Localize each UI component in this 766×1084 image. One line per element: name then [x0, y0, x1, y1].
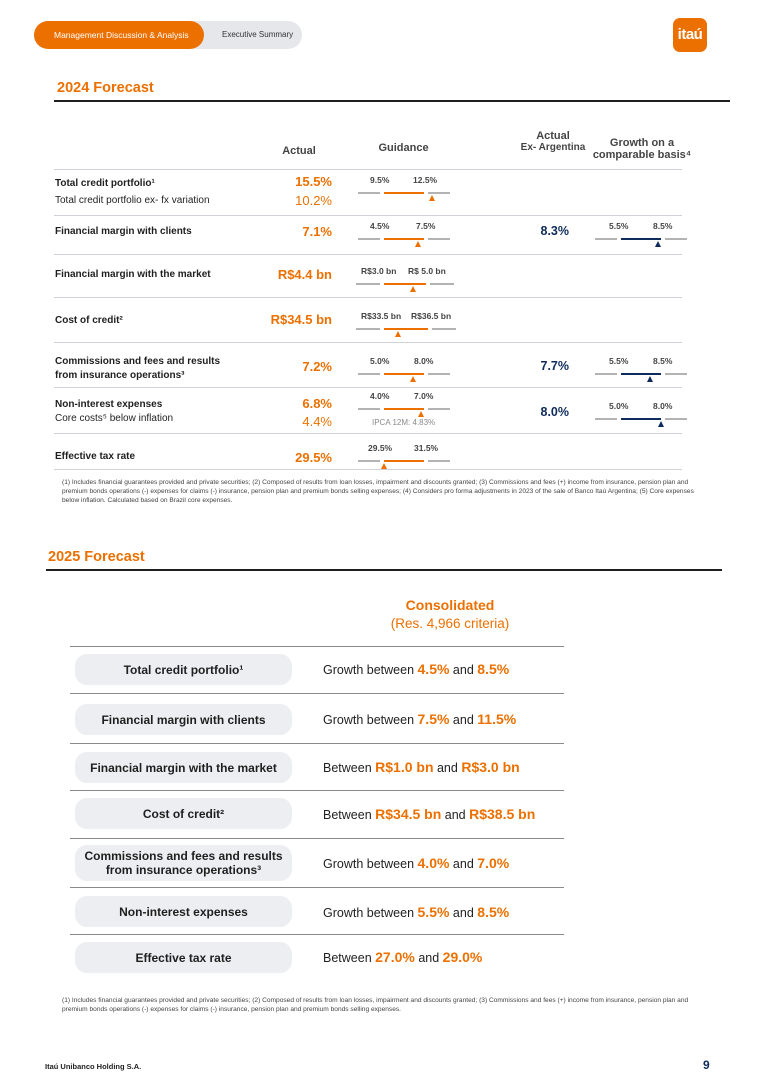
growth-low-label: 5.5% — [609, 356, 629, 366]
col-head-growth-line1: Growth on a — [609, 137, 675, 149]
f25-prefix: Between — [323, 761, 372, 775]
f25-value-commissions — [323, 855, 509, 871]
ex-arg-fm-clients: 8.3% — [540, 224, 569, 238]
ipca-note: IPCA 12M: 4.83% — [372, 418, 436, 427]
row-divider — [54, 254, 682, 255]
guidance-bar-cost-credit — [356, 311, 456, 325]
growth-marker — [655, 241, 661, 247]
actual-fm-market: R$4.4 bn — [277, 267, 332, 282]
guidance-marker — [410, 376, 416, 382]
f25-divider — [70, 838, 564, 839]
guidance-bar-non-interest — [358, 391, 450, 405]
guidance-low-label: 29.5% — [368, 443, 393, 453]
section-rule-2024 — [54, 100, 730, 102]
col-head-actual: Actual — [282, 145, 316, 157]
f25-high: R$3.0 bn — [461, 759, 520, 775]
f25-label-total-credit: Total credit portfolio¹ — [75, 654, 292, 685]
f25-prefix: Growth between — [323, 663, 415, 677]
row-divider — [54, 297, 682, 298]
f25-divider — [70, 934, 564, 935]
guidance-high-label: 12.5% — [413, 175, 438, 185]
f25-high: 11.5% — [477, 711, 517, 727]
col-head-actual-ex-arg-line1: Actual — [536, 130, 570, 142]
growth-high-label: 8.5% — [653, 356, 673, 366]
guidance-bar-fm-clients — [358, 221, 450, 235]
guidance-marker — [415, 241, 421, 247]
f25-prefix: Between — [323, 808, 372, 822]
consolidated-title: Consolidated — [405, 597, 495, 613]
row-sublabel-core-costs: Core costs⁵ below inflation — [55, 413, 174, 424]
actual-cost-credit: R$34.5 bn — [270, 312, 332, 327]
guidance-bar-tax-rate — [358, 443, 450, 457]
footnote-2024: (1) Includes financial guarantees provided and private securities; (2) Composed of results from loan losses, impairment and discounts granted; (3) Commissions and fees (+) income from insurance, pension plan and premium bonds operations (-) expenses for claims (-) insurance, pension plan and premium bonds selling expenses; (4) Considers pro forma adjustments in 2023 of the sale of Banco Itaú Argentina; (5) Core expenses below inflation. Calculated based on Brazil core expenses. — [62, 479, 694, 504]
guidance-high-label: 7.0% — [414, 391, 434, 401]
guidance-low-label: R$33.5 bn — [361, 311, 402, 321]
guidance-bar-total-credit — [358, 175, 450, 189]
actual-credit-ex-fx: 10.2% — [295, 193, 332, 208]
f25-label-fm-clients: Financial margin with clients — [75, 704, 292, 735]
f25-joiner: and — [452, 857, 474, 871]
guidance-low-label: 9.5% — [370, 175, 390, 185]
actual-total-credit: 15.5% — [295, 174, 332, 189]
f25-low: 27.0% — [375, 949, 415, 965]
f25-joiner: and — [418, 951, 440, 965]
itau-logo: itaú — [673, 18, 707, 52]
guidance-high-label: R$ 5.0 bn — [408, 266, 446, 276]
row-label-total-credit: Total credit portfolio¹ — [55, 178, 155, 189]
actual-fm-clients: 7.1% — [302, 224, 332, 239]
ex-arg-commissions: 7.7% — [540, 359, 569, 373]
growth-marker — [658, 421, 664, 427]
guidance-high-label: 8.0% — [414, 356, 434, 366]
growth-bar-non-interest — [595, 401, 687, 415]
f25-joiner: and — [452, 906, 474, 920]
footer-company: Itaú Unibanco Holding S.A. — [45, 1062, 142, 1071]
f25-value-tax-rate — [323, 949, 482, 965]
f25-joiner: and — [452, 713, 474, 727]
guidance-bar-commissions — [358, 356, 450, 370]
row-divider — [54, 215, 682, 216]
f25-divider — [70, 646, 564, 647]
f25-joiner: and — [444, 808, 466, 822]
growth-high-label: 8.5% — [653, 221, 673, 231]
f25-prefix: Between — [323, 951, 372, 965]
growth-low-label: 5.5% — [609, 221, 629, 231]
growth-marker — [647, 376, 653, 382]
row-label-commissions — [55, 355, 220, 383]
actual-core-costs: 4.4% — [302, 414, 332, 429]
row-label-cost-credit: Cost of credit² — [55, 315, 123, 326]
f25-prefix: Growth between — [323, 857, 415, 871]
f25-high: 29.0% — [442, 949, 483, 965]
guidance-low-label: 4.5% — [370, 221, 390, 231]
row-divider — [54, 387, 682, 388]
f25-prefix: Growth between — [323, 906, 415, 920]
guidance-marker — [418, 411, 424, 417]
guidance-marker — [410, 286, 416, 292]
row-label-fm-clients: Financial margin with clients — [55, 226, 192, 237]
section-title-2025: 2025 Forecast — [48, 549, 145, 565]
f25-low: 4.5% — [417, 661, 450, 677]
f25-value-fm-market — [323, 759, 520, 775]
f25-joiner: and — [452, 663, 474, 677]
section-title-2024: 2024 Forecast — [57, 80, 154, 96]
ex-arg-non-interest: 8.0% — [540, 405, 569, 419]
row-divider — [54, 342, 682, 343]
col-head-actual-ex-arg-line2: Ex- Argentina — [520, 142, 586, 153]
guidance-marker — [429, 195, 435, 201]
f25-divider — [70, 743, 564, 744]
growth-high-label: 8.0% — [653, 401, 673, 411]
guidance-low-label: R$3.0 bn — [361, 266, 397, 276]
f25-label-commissions-line2: from insurance operations³ — [105, 863, 262, 877]
f25-label-commissions-line1: Commissions and fees and results — [84, 849, 283, 863]
tab-management-discussion[interactable]: Management Discussion & Analysis — [34, 21, 204, 49]
row-label-commissions-line1: Commissions and fees and results — [55, 356, 221, 367]
col-head-growth-line2: comparable basis⁴ — [592, 149, 692, 161]
guidance-high-label: 7.5% — [416, 221, 436, 231]
actual-tax-rate: 29.5% — [295, 450, 332, 465]
guidance-marker — [395, 331, 401, 337]
row-label-commissions-line2: from insurance operations³ — [55, 370, 185, 381]
f25-joiner: and — [436, 761, 458, 775]
f25-divider — [70, 693, 564, 694]
growth-low-label: 5.0% — [609, 401, 629, 411]
f25-low: 5.5% — [417, 904, 450, 920]
actual-non-interest: 6.8% — [302, 396, 332, 411]
guidance-high-label: R$36.5 bn — [411, 311, 452, 321]
f25-value-non-interest — [323, 904, 509, 920]
row-label-non-interest: Non-interest expenses — [55, 399, 163, 410]
row-label-tax-rate: Effective tax rate — [55, 451, 136, 462]
footnote-2025: (1) Includes financial guarantees provided and private securities; (2) Composed of results from loan losses, impairment and discounts granted; (3) Commissions and fees (+) income from insurance, pension plan and premium bonds operations (-) expenses for claims (-) insurance, pension plan and premium bonds selling expenses. — [62, 997, 689, 1013]
row-divider — [54, 469, 682, 470]
section-rule-2025 — [46, 569, 722, 571]
f25-label-tax-rate: Effective tax rate — [75, 942, 292, 973]
f25-prefix: Growth between — [323, 713, 415, 727]
page-number: 9 — [703, 1058, 710, 1072]
f25-label-non-interest: Non-interest expenses — [75, 896, 292, 927]
f25-value-total-credit — [323, 661, 509, 677]
f25-low: R$1.0 bn — [375, 759, 434, 775]
f25-label-cost-credit: Cost of credit² — [75, 798, 292, 829]
f25-high: 8.5% — [477, 904, 510, 920]
row-sublabel-credit-ex-fx: Total credit portfolio ex- fx variation — [55, 195, 210, 206]
col-head-guidance: Guidance — [378, 142, 429, 154]
row-divider — [54, 433, 682, 434]
guidance-bar-fm-market — [356, 266, 454, 280]
tab-executive-summary[interactable]: Executive Summary — [222, 30, 294, 39]
growth-bar-fm-clients — [595, 221, 687, 235]
guidance-high-label: 31.5% — [414, 443, 439, 453]
f25-low: R$34.5 bn — [375, 806, 442, 822]
actual-commissions: 7.2% — [302, 359, 332, 374]
f25-low: 7.5% — [417, 711, 450, 727]
row-divider — [54, 169, 682, 170]
f25-divider — [70, 790, 564, 791]
f25-label-commissions — [75, 845, 292, 881]
growth-bar-commissions — [595, 356, 687, 370]
row-label-fm-market: Financial margin with the market — [55, 269, 211, 280]
f25-low: 4.0% — [417, 855, 450, 871]
f25-high: 8.5% — [477, 661, 510, 677]
f25-label-fm-market: Financial margin with the market — [75, 752, 292, 783]
consolidated-subtitle: (Res. 4,966 criteria) — [390, 616, 510, 631]
f25-divider — [70, 887, 564, 888]
col-head-growth — [580, 137, 704, 161]
f25-high: 7.0% — [477, 855, 510, 871]
f25-value-fm-clients — [323, 711, 516, 727]
f25-value-cost-credit — [323, 806, 535, 822]
guidance-low-label: 5.0% — [370, 356, 390, 366]
f25-high: R$38.5 bn — [469, 806, 536, 822]
guidance-low-label: 4.0% — [370, 391, 390, 401]
